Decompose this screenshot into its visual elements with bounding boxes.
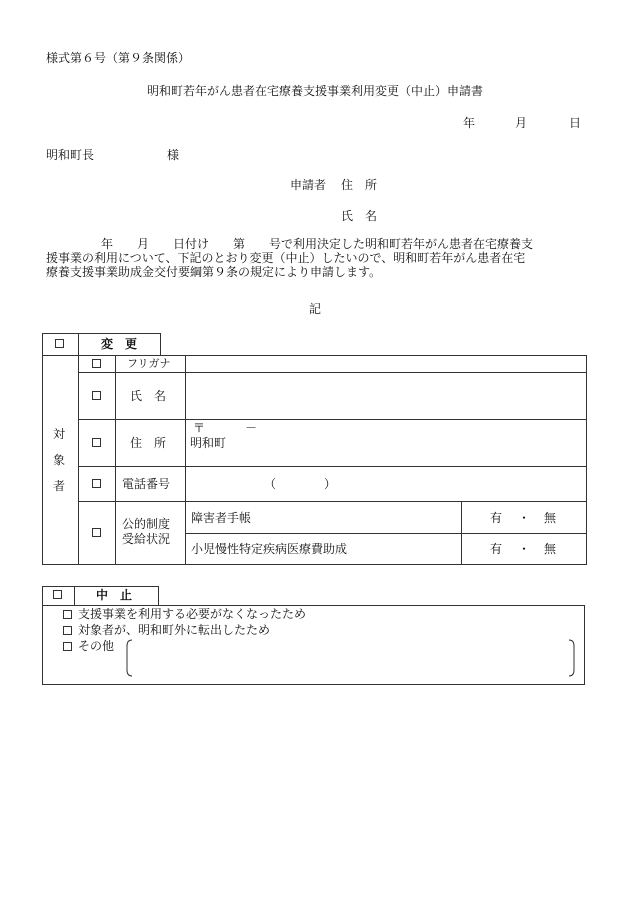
name-checkbox[interactable] xyxy=(92,391,101,400)
system-dot-disability: ・ xyxy=(518,511,531,525)
address-value[interactable]: 明和町 xyxy=(190,436,227,450)
system-yes-pediatric[interactable]: 有 xyxy=(490,542,503,556)
phone-paren[interactable]: （ ） xyxy=(264,477,337,491)
date-day[interactable]: 日 xyxy=(569,116,582,130)
page-title: 明和町若年がん患者在宅療養支援事業利用変更（中止）申請書 xyxy=(146,84,483,98)
addressee-name: 明和町長 xyxy=(46,148,95,162)
target-label-1: 対 xyxy=(53,427,66,441)
applicant-address-label: 住 所 xyxy=(341,178,378,192)
body-line: 年 月 日付け 第 号で利用決定した明和町若年がん患者在宅療養支 xyxy=(101,237,534,251)
reason-not-needed: 支援事業を利用する必要がなくなったため xyxy=(78,607,307,621)
date-year[interactable]: 年 xyxy=(463,116,476,130)
public-system-checkbox[interactable] xyxy=(92,528,101,537)
public-system-label-2: 受給状況 xyxy=(122,532,171,546)
stop-header-label: 中 止 xyxy=(96,588,133,602)
change-header-label: 変 更 xyxy=(101,337,138,351)
postal-mark: 〒 xyxy=(193,421,206,435)
furigana-checkbox[interactable] xyxy=(92,359,101,368)
name-field[interactable] xyxy=(187,374,585,418)
applicant-name-label: 氏 名 xyxy=(341,209,378,223)
system-label-disability: 障害者手帳 xyxy=(191,511,252,525)
stop-checkbox[interactable] xyxy=(53,590,62,599)
phone-label: 電話番号 xyxy=(122,477,171,491)
date-month[interactable]: 月 xyxy=(515,116,528,130)
public-system-label-1: 公的制度 xyxy=(122,517,171,531)
address-label: 住 所 xyxy=(130,436,167,450)
reason-checkbox-other[interactable] xyxy=(63,642,72,651)
target-label-3: 者 xyxy=(53,479,66,493)
reason-checkbox-moved[interactable] xyxy=(63,626,72,635)
addressee-honorific: 様 xyxy=(167,148,180,162)
system-dot-pediatric: ・ xyxy=(518,542,531,556)
applicant-label: 申請者 xyxy=(290,178,327,192)
address-checkbox[interactable] xyxy=(92,438,101,447)
application-body xyxy=(46,237,588,279)
furigana-field[interactable] xyxy=(187,357,585,371)
reason-other: その他 xyxy=(78,639,115,653)
body-line: 援事業の利用について、下記のとおり変更（中止）したいので、明和町若年がん患者在宅 xyxy=(46,251,526,265)
reason-moved: 対象者が、明和町外に転出したため xyxy=(78,623,271,637)
system-no-pediatric[interactable]: 無 xyxy=(544,542,557,556)
system-label-pediatric: 小児慢性特定疾病医療費助成 xyxy=(191,542,348,556)
postal-dash: － xyxy=(245,421,258,435)
other-reason-field[interactable] xyxy=(124,638,579,678)
target-label-2: 象 xyxy=(53,453,66,467)
change-checkbox[interactable] xyxy=(55,339,64,348)
phone-checkbox[interactable] xyxy=(92,479,101,488)
system-no-disability[interactable]: 無 xyxy=(544,511,557,525)
body-line: 療養支援事業助成金交付要綱第９条の規定により申請します。 xyxy=(46,265,382,279)
ki-heading: 記 xyxy=(308,302,321,316)
furigana-label: フリガナ xyxy=(127,357,171,370)
form-number: 様式第６号（第９条関係） xyxy=(46,51,191,65)
system-yes-disability[interactable]: 有 xyxy=(490,511,503,525)
reason-checkbox-not-needed[interactable] xyxy=(63,610,72,619)
name-label: 氏 名 xyxy=(130,389,167,403)
